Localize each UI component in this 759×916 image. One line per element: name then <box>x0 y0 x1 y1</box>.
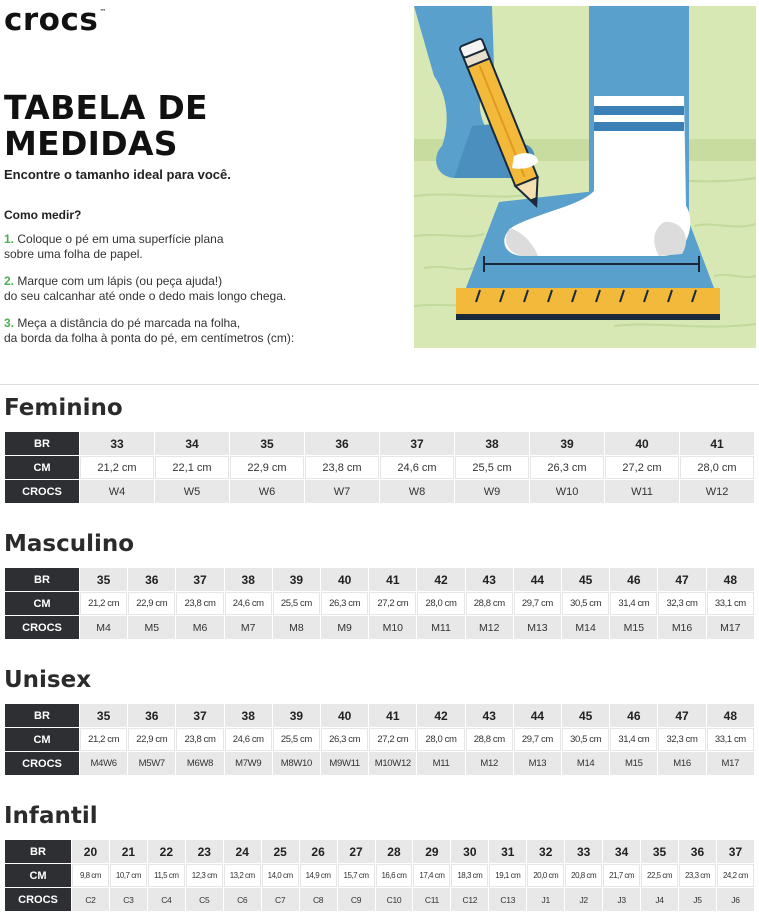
measuring-foot-illustration <box>414 6 756 348</box>
size-cell-crocs: C10 <box>376 888 413 911</box>
size-cell-crocs: M11 <box>417 752 464 775</box>
size-cell-cm: 26,3 cm <box>321 592 368 615</box>
size-cell-br: 20 <box>72 840 109 863</box>
size-cell-cm: 9,8 cm <box>72 864 109 887</box>
howto-label: Como medir? <box>4 208 82 222</box>
step-1 <box>4 232 384 262</box>
size-cell-cm: 25,5 cm <box>273 728 320 751</box>
size-cell-cm: 33,1 cm <box>707 592 754 615</box>
row-label: BR <box>5 704 79 727</box>
size-cell-crocs: C8 <box>300 888 337 911</box>
size-cell-crocs: M9 <box>321 616 368 639</box>
size-cell-cm: 31,4 cm <box>610 728 657 751</box>
page-subtitle: Encontre o tamanho ideal para você. <box>4 167 231 182</box>
size-cell-crocs: M8 <box>273 616 320 639</box>
size-cell-br: 34 <box>155 432 229 455</box>
size-cell-br: 31 <box>489 840 526 863</box>
size-cell-br: 42 <box>417 704 464 727</box>
size-cell-crocs: C9 <box>338 888 375 911</box>
size-cell-crocs: W10 <box>530 480 604 503</box>
size-table-infantil <box>4 839 755 912</box>
size-cell-cm: 14,0 cm <box>262 864 299 887</box>
size-cell-cm: 27,2 cm <box>369 728 416 751</box>
size-cell-br: 46 <box>610 568 657 591</box>
size-cell-br: 28 <box>376 840 413 863</box>
size-cell-crocs: M6 <box>176 616 223 639</box>
size-cell-cm: 22,9 cm <box>230 456 304 479</box>
size-cell-crocs: M17 <box>707 752 754 775</box>
size-cell-cm: 22,1 cm <box>155 456 229 479</box>
step-text: Meça a distância do pé marcada na folha, <box>17 316 241 330</box>
size-cell-br: 47 <box>658 704 705 727</box>
size-cell-br: 35 <box>230 432 304 455</box>
size-cell-cm: 27,2 cm <box>369 592 416 615</box>
step-number: 3. <box>4 316 15 330</box>
page-title <box>4 90 208 162</box>
size-cell-br: 43 <box>466 568 513 591</box>
size-table-unisex <box>4 703 755 776</box>
size-cell-crocs: M11 <box>417 616 464 639</box>
size-cell-cm: 24,6 cm <box>380 456 454 479</box>
size-cell-cm: 21,2 cm <box>80 456 154 479</box>
size-cell-cm: 11,5 cm <box>148 864 185 887</box>
size-cell-br: 27 <box>338 840 375 863</box>
size-cell-crocs: M14 <box>562 752 609 775</box>
size-cell-cm: 28,0 cm <box>417 728 464 751</box>
step-text: sobre uma folha de papel. <box>4 247 143 261</box>
size-cell-crocs: W11 <box>605 480 679 503</box>
size-cell-cm: 18,3 cm <box>451 864 488 887</box>
size-cell-cm: 20,0 cm <box>527 864 564 887</box>
size-cell-crocs: W7 <box>305 480 379 503</box>
size-cell-crocs: C11 <box>413 888 450 911</box>
brand-name: crocs <box>4 2 99 38</box>
size-cell-crocs: M13 <box>514 752 561 775</box>
size-cell-br: 39 <box>273 568 320 591</box>
size-cell-cm: 28,8 cm <box>466 728 513 751</box>
row-label: CM <box>5 864 71 887</box>
size-cell-crocs: J5 <box>679 888 716 911</box>
size-cell-cm: 23,3 cm <box>679 864 716 887</box>
size-cell-cm: 10,7 cm <box>110 864 147 887</box>
size-cell-br: 24 <box>224 840 261 863</box>
step-number: 2. <box>4 274 15 288</box>
size-cell-cm: 24,2 cm <box>717 864 754 887</box>
row-label: CROCS <box>5 616 79 639</box>
title-line-1: TABELA DE <box>4 88 208 127</box>
size-cell-crocs: M5W7 <box>128 752 175 775</box>
size-cell-cm: 19,1 cm <box>489 864 526 887</box>
size-cell-cm: 21,7 cm <box>603 864 640 887</box>
size-cell-cm: 27,2 cm <box>605 456 679 479</box>
size-cell-crocs: J1 <box>527 888 564 911</box>
size-cell-crocs: W6 <box>230 480 304 503</box>
size-cell-crocs: M4 <box>80 616 127 639</box>
size-cell-cm: 17,4 cm <box>413 864 450 887</box>
size-cell-br: 35 <box>80 568 127 591</box>
step-text: Coloque o pé em uma superfície plana <box>17 232 224 246</box>
crocs-logo[interactable] <box>4 2 106 38</box>
step-text: do seu calcanhar até onde o dedo mais longo chega. <box>4 289 287 303</box>
size-cell-br: 35 <box>80 704 127 727</box>
size-cell-crocs: M7W9 <box>225 752 272 775</box>
row-label: CM <box>5 456 79 479</box>
size-cell-br: 39 <box>530 432 604 455</box>
size-cell-cm: 12,3 cm <box>186 864 223 887</box>
size-cell-br: 41 <box>369 704 416 727</box>
size-cell-br: 38 <box>455 432 529 455</box>
size-cell-crocs: W4 <box>80 480 154 503</box>
size-cell-br: 36 <box>679 840 716 863</box>
size-cell-crocs: M8W10 <box>273 752 320 775</box>
size-cell-cm: 28,0 cm <box>417 592 464 615</box>
size-cell-br: 36 <box>305 432 379 455</box>
size-cell-cm: 21,2 cm <box>80 728 127 751</box>
size-cell-br: 37 <box>717 840 754 863</box>
size-cell-cm: 23,8 cm <box>305 456 379 479</box>
size-cell-cm: 29,7 cm <box>514 728 561 751</box>
section-title-masculino: Masculino <box>4 531 135 557</box>
step-number: 1. <box>4 232 15 246</box>
size-cell-crocs: C12 <box>451 888 488 911</box>
step-3 <box>4 316 384 346</box>
size-cell-crocs: J3 <box>603 888 640 911</box>
size-cell-br: 21 <box>110 840 147 863</box>
size-cell-br: 45 <box>562 568 609 591</box>
size-cell-crocs: M12 <box>466 616 513 639</box>
size-cell-cm: 30,5 cm <box>562 728 609 751</box>
size-cell-cm: 24,6 cm <box>225 728 272 751</box>
size-cell-crocs: M15 <box>610 616 657 639</box>
size-cell-cm: 23,8 cm <box>176 592 223 615</box>
size-cell-crocs: M15 <box>610 752 657 775</box>
size-cell-cm: 30,5 cm <box>562 592 609 615</box>
size-cell-cm: 32,3 cm <box>658 592 705 615</box>
size-cell-crocs: C13 <box>489 888 526 911</box>
section-title-feminino: Feminino <box>4 395 123 421</box>
size-cell-br: 44 <box>514 568 561 591</box>
size-cell-cm: 32,3 cm <box>658 728 705 751</box>
size-cell-br: 43 <box>466 704 513 727</box>
size-cell-cm: 26,3 cm <box>321 728 368 751</box>
size-cell-br: 37 <box>176 704 223 727</box>
size-cell-br: 39 <box>273 704 320 727</box>
size-cell-crocs: C3 <box>110 888 147 911</box>
size-cell-crocs: C6 <box>224 888 261 911</box>
size-cell-cm: 14,9 cm <box>300 864 337 887</box>
section-divider <box>0 384 759 385</box>
size-cell-br: 34 <box>603 840 640 863</box>
size-cell-br: 38 <box>225 568 272 591</box>
size-cell-br: 33 <box>80 432 154 455</box>
size-cell-br: 42 <box>417 568 464 591</box>
title-line-2: MEDIDAS <box>4 124 178 163</box>
size-cell-br: 40 <box>605 432 679 455</box>
row-label: BR <box>5 840 71 863</box>
size-table-feminino <box>4 431 755 504</box>
section-title-infantil: Infantil <box>4 803 98 829</box>
size-cell-cm: 21,2 cm <box>80 592 127 615</box>
size-cell-crocs: M16 <box>658 616 705 639</box>
size-cell-crocs: J4 <box>641 888 678 911</box>
size-cell-crocs: M9W11 <box>321 752 368 775</box>
size-cell-br: 41 <box>680 432 754 455</box>
ruler-icon <box>456 288 720 320</box>
size-cell-crocs: C5 <box>186 888 223 911</box>
trademark-mark: ™ <box>99 8 107 16</box>
size-cell-br: 23 <box>186 840 223 863</box>
size-cell-cm: 22,5 cm <box>641 864 678 887</box>
size-cell-crocs: M6W8 <box>176 752 223 775</box>
howto-steps <box>4 232 384 358</box>
size-cell-br: 38 <box>225 704 272 727</box>
size-cell-br: 37 <box>176 568 223 591</box>
size-cell-cm: 22,9 cm <box>128 728 175 751</box>
size-cell-cm: 13,2 cm <box>224 864 261 887</box>
size-cell-cm: 22,9 cm <box>128 592 175 615</box>
size-cell-crocs: J2 <box>565 888 602 911</box>
row-label: CROCS <box>5 888 71 911</box>
size-cell-crocs: W5 <box>155 480 229 503</box>
size-cell-br: 22 <box>148 840 185 863</box>
size-cell-br: 45 <box>562 704 609 727</box>
size-cell-cm: 15,7 cm <box>338 864 375 887</box>
size-cell-br: 40 <box>321 568 368 591</box>
size-table-masculino <box>4 567 755 640</box>
size-cell-cm: 16,6 cm <box>376 864 413 887</box>
size-cell-cm: 28,0 cm <box>680 456 754 479</box>
step-2 <box>4 274 384 304</box>
size-cell-br: 36 <box>128 568 175 591</box>
size-cell-crocs: M14 <box>562 616 609 639</box>
size-cell-br: 29 <box>413 840 450 863</box>
size-cell-crocs: M5 <box>128 616 175 639</box>
size-cell-crocs: M16 <box>658 752 705 775</box>
size-cell-cm: 31,4 cm <box>610 592 657 615</box>
size-cell-crocs: C7 <box>262 888 299 911</box>
row-label: BR <box>5 568 79 591</box>
size-cell-cm: 26,3 cm <box>530 456 604 479</box>
size-cell-cm: 29,7 cm <box>514 592 561 615</box>
size-cell-crocs: M10 <box>369 616 416 639</box>
row-label: CM <box>5 592 79 615</box>
size-cell-crocs: M13 <box>514 616 561 639</box>
size-cell-crocs: C4 <box>148 888 185 911</box>
size-cell-crocs: W9 <box>455 480 529 503</box>
step-text: Marque com um lápis (ou peça ajuda!) <box>17 274 223 288</box>
size-cell-br: 35 <box>641 840 678 863</box>
size-cell-crocs: M17 <box>707 616 754 639</box>
size-cell-br: 33 <box>565 840 602 863</box>
size-cell-crocs: M4W6 <box>80 752 127 775</box>
size-cell-br: 26 <box>300 840 337 863</box>
size-cell-br: 40 <box>321 704 368 727</box>
size-cell-br: 37 <box>380 432 454 455</box>
size-cell-cm: 33,1 cm <box>707 728 754 751</box>
size-cell-br: 25 <box>262 840 299 863</box>
size-cell-cm: 23,8 cm <box>176 728 223 751</box>
row-label: CROCS <box>5 752 79 775</box>
row-label: CM <box>5 728 79 751</box>
size-cell-cm: 20,8 cm <box>565 864 602 887</box>
row-label: CROCS <box>5 480 79 503</box>
size-cell-cm: 28,8 cm <box>466 592 513 615</box>
step-text: da borda da folha à ponta do pé, em centímetros (cm): <box>4 331 295 345</box>
size-cell-br: 32 <box>527 840 564 863</box>
size-cell-crocs: M10W12 <box>369 752 416 775</box>
size-cell-cm: 25,5 cm <box>455 456 529 479</box>
row-label: BR <box>5 432 79 455</box>
size-cell-br: 48 <box>707 704 754 727</box>
size-cell-cm: 24,6 cm <box>225 592 272 615</box>
size-cell-crocs: M12 <box>466 752 513 775</box>
size-cell-br: 47 <box>658 568 705 591</box>
size-cell-br: 41 <box>369 568 416 591</box>
size-cell-br: 48 <box>707 568 754 591</box>
size-cell-br: 36 <box>128 704 175 727</box>
size-cell-br: 44 <box>514 704 561 727</box>
size-cell-crocs: C2 <box>72 888 109 911</box>
size-cell-crocs: W12 <box>680 480 754 503</box>
size-cell-crocs: J6 <box>717 888 754 911</box>
size-cell-br: 46 <box>610 704 657 727</box>
size-cell-cm: 25,5 cm <box>273 592 320 615</box>
size-cell-br: 30 <box>451 840 488 863</box>
size-cell-crocs: W8 <box>380 480 454 503</box>
section-title-unisex: Unisex <box>4 667 92 693</box>
size-cell-crocs: M7 <box>225 616 272 639</box>
